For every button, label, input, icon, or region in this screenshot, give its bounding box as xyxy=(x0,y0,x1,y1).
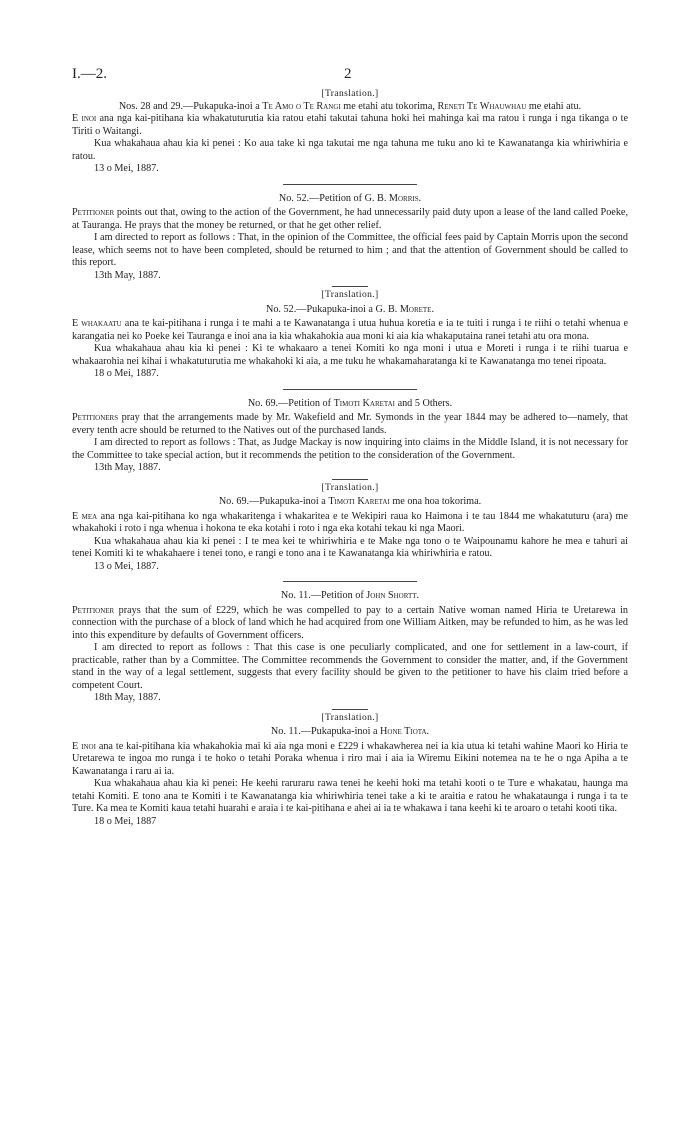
section-title xyxy=(72,101,628,114)
report-date: 13 o Mei, 1887. xyxy=(94,560,159,572)
title-text: No. 11.—Pukapuka-inoi a xyxy=(270,726,381,737)
petitioner-name: G. B. Morete xyxy=(375,303,432,315)
title-text: . xyxy=(418,192,422,204)
section-title xyxy=(72,590,628,603)
petition-body xyxy=(72,741,628,779)
petitioner-name: Hone Tiota xyxy=(380,726,427,737)
title-text: me etahi atu. xyxy=(526,100,582,112)
report-date: 13 o Mei, 1887. xyxy=(94,163,159,174)
body-text: ana nga kai-pitihana ko nga whakaritenga i whakaritea e te Wekipiri raua ko Haimona i te tau 1844 me whakatuturu (ara) me whakahoki i roto i nga whenua i hokona te eka kotahi i roto i nga eka kotahi tekau ki nga Maori. xyxy=(72,510,629,534)
lead-words: E inoi xyxy=(72,740,96,752)
petition-body xyxy=(72,412,628,437)
section-title xyxy=(72,726,628,739)
title-text: . xyxy=(431,303,434,315)
lead-words: Petitioner xyxy=(72,604,115,616)
body-text: prays that the sum of £229, which he was compelled to pay to a certain Native woman named Hiria te Uretarewa in connection with the purchase of a block of land which he had acquired from one William Aitken, may be refunded to him, as he was led into this expenditure by defaults of Government officers. xyxy=(72,604,628,641)
body-text: ana te kai-pitihana i runga i te mahi a te Kawanatanga i utua huhua koretia e ia te tuiti i runga i te riihi o tetahi whenua e karangatia nei ko Poeke kei Tauranga e inoi ana ia kia whakahokia aua moni ki aia kia whakaputaina ranei tetahi atu ora mona. xyxy=(72,318,628,342)
petition-body xyxy=(72,318,628,343)
paper-reference: I.—2. xyxy=(72,66,107,82)
report-date: 18th May, 1887. xyxy=(94,692,161,703)
page-header xyxy=(72,66,628,88)
lead-words: E inoi xyxy=(72,113,97,124)
title-text: No. 69.—Pukapuka-inoi a xyxy=(218,496,329,507)
section-divider xyxy=(283,581,417,582)
title-text: and 5 Others. xyxy=(395,397,453,409)
section-title xyxy=(72,496,628,509)
petitioner-name: John Shortt xyxy=(366,590,417,601)
title-text: No. 52.—Pukapuka-inoi a xyxy=(265,303,376,315)
petitioner-name: Timoti Karetai xyxy=(328,496,390,507)
committee-report: Kua whakahaua ahau kia ki penei : Ki te whakaaro a tenei Komiti ko nga moni i utua e Moreti i runga i te riihi tuarua e whakaarohia nei kihai i whakatuturutia me whakahoki ki aia, a me tuku he whakamaharatanga ki te Kawanatanga mo tenei ripoata. xyxy=(72,343,628,367)
body-text: pray that the arrangements made by Mr. Wakefield and Mr. Symonds in the year 1844 may be adhered to—namely, that every tenth acre should be returned to the Natives out of the purchased lands. xyxy=(72,412,628,436)
lead-words: E mea xyxy=(72,510,98,522)
title-text: No. 11.—Petition of xyxy=(280,590,367,601)
body-text: points out that, owing to the action of the Government, he had unnecessarily paid duty upon a lease of the land called Poeke, at Tauranga. He prays that the money be returned, or that he get other relief. xyxy=(72,207,628,231)
section-divider xyxy=(283,184,417,185)
title-text: No. 52.—Petition of xyxy=(278,192,365,204)
title-text: Nos. 28 and 29.—Pukapuka-inoi a xyxy=(118,100,263,112)
petition-body xyxy=(72,605,628,643)
petitioner-name: G. B. Morris xyxy=(364,192,419,204)
petitioner-name: Reneti Te Whauwhau xyxy=(437,100,527,112)
section-title xyxy=(72,193,628,206)
petitioner-name: Te Amo o Te Rangi xyxy=(262,100,341,112)
page-content xyxy=(72,66,628,828)
page-number: 2 xyxy=(344,66,352,82)
lead-words: Petitioners xyxy=(72,412,119,423)
committee-report: I am directed to report as follows : That, in the opinion of the Committee, the official fees paid by Captain Morris upon the second lease, which seems not to have been completed, should be returned to him ; and that the attention of Government should be called to this report. xyxy=(72,232,628,268)
committee-report: Kua whakahaua ahau kia ki penei : Ko aua take ki nga takutai me nga tahuna me tuku ano ki te Kawanatanga kia whiriwhiria e ratou. xyxy=(72,138,628,162)
title-text: me ona hoa tokorima. xyxy=(389,496,482,507)
committee-report: I am directed to report as follows : That this case is one peculiarly complicated, and one for settlement in a law-court, if practicable, rather than by a Committee. The Committee recommends the Government to consider the matter, and, if the Government stand in the way of a legal settlement, suggests that every facility should be given to the petitioner to have his claim tried before a competent Court. xyxy=(72,642,628,691)
committee-report: Kua whakahaua ahau kia ki penei : I te mea kei te whiriwhiria e te Make nga tono o te Waipounamu kahore he mea e tahuri ai tenei Komiti ki te whakahaere i tenei tono, e rangi e tono ana i te Kawanatanga kia whiriwhiria e ratou. xyxy=(72,535,628,559)
title-text: . xyxy=(426,726,430,737)
petition-body xyxy=(72,511,628,536)
translation-label: [Translation.] xyxy=(321,482,379,493)
report-date: 13th May, 1887. xyxy=(94,462,161,473)
committee-report: Kua whakahaua ahau kia ki penei: He keehi raruraru rawa tenei he keehi hoki ma tetahi kooti o te Ture e whakatau, haunga ma tetahi Komiti. E tono ana te Komiti i te Kawanatanga kia whiriwhiria tenei take a ki te araitia e ratou he whakataunga i runga i ta te Ture. Ka mea te Komiti kaua tetahi huarahi e araia i te kai-pitihana e ahei ai ia te whakawa i tana keehi ki te aroaro o tetahi kooti tika. xyxy=(72,778,628,814)
translation-label: [Translation.] xyxy=(321,712,379,723)
body-text: ana te kai-pitihana kia whakahokia mai ki aia nga moni e £229 i whakawherea nei ia kia utua ki tetahi wahine Maori ko Hiria te Uretarewa te ingoa mo runga i te hoko o tetahi Poraka whenua i riro mai i aia ia Wiremu Eikini notemea na te he o nga Apiha a te Kawanatanga i raru ai ia. xyxy=(72,740,628,777)
report-date: 18 o Mei, 1887. xyxy=(94,368,159,379)
report-date: 18 o Mei, 1887 xyxy=(94,815,157,827)
title-text: me etahi atu tokorima, xyxy=(340,100,438,112)
petition-body xyxy=(72,113,628,138)
translation-divider xyxy=(332,286,368,287)
petitioner-name: Timoti Karetai xyxy=(333,397,396,409)
committee-report: I am directed to report as follows : That, as Judge Mackay is now inquiring into claims in the Middle Island, it is not necessary for the Committee to take special action, but it recommends the petition to the consideration of the Government. xyxy=(72,437,628,461)
petition-body xyxy=(72,207,628,232)
lead-words: Petitioner xyxy=(72,207,115,218)
report-date: 13th May, 1887. xyxy=(94,269,161,281)
body-text: ana nga kai-pitihana kia whakatuturutia kia ratou etahi takutai tahuna hoki hei mahinga kai ma ratou i runga i nga tikanga o te Tiriti o Waitangi. xyxy=(72,113,628,137)
section-divider xyxy=(283,389,417,390)
translation-label: [Translation.] xyxy=(321,89,379,99)
translation-label: [Translation.] xyxy=(321,290,379,300)
title-text: No. 69.—Petition of xyxy=(247,397,334,409)
translation-divider xyxy=(332,709,368,710)
section-title xyxy=(72,304,628,317)
section-title xyxy=(72,398,628,411)
title-text: . xyxy=(416,590,420,601)
translation-divider xyxy=(332,479,368,480)
lead-words: E whakaatu xyxy=(72,318,122,329)
